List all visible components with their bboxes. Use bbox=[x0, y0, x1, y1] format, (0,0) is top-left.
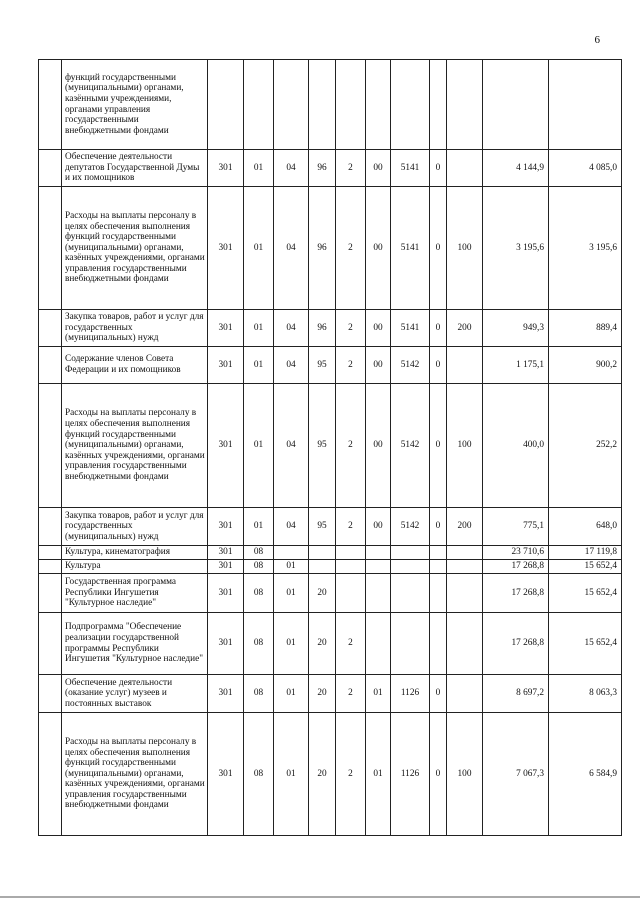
subprogram-code-cell bbox=[336, 560, 366, 574]
amount-plan-cell: 7 067,3 bbox=[483, 713, 549, 836]
subprogram-code-cell: 2 bbox=[336, 347, 366, 384]
program-code-cell: 95 bbox=[309, 384, 336, 508]
row-index-cell bbox=[39, 675, 62, 713]
expense-type-cell bbox=[447, 546, 483, 560]
subsection-code-cell bbox=[274, 546, 309, 560]
row-name-cell: Закупка товаров, работ и услуг для государственных (муниципальных) нужд bbox=[62, 508, 208, 546]
gr-code-cell: 301 bbox=[208, 613, 244, 675]
row-index-cell bbox=[39, 546, 62, 560]
amount-plan-cell: 3 195,6 bbox=[483, 187, 549, 310]
gr-code-cell: 301 bbox=[208, 187, 244, 310]
event-code-cell bbox=[366, 60, 391, 150]
section-code-cell: 01 bbox=[244, 508, 274, 546]
section-code-cell: 01 bbox=[244, 347, 274, 384]
direction-code-cell: 5141 bbox=[391, 310, 430, 347]
direction-suffix-cell: 0 bbox=[430, 187, 447, 310]
gr-code-cell: 301 bbox=[208, 310, 244, 347]
direction-code-cell: 5142 bbox=[391, 384, 430, 508]
subprogram-code-cell bbox=[336, 546, 366, 560]
amount-actual-cell: 3 195,6 bbox=[549, 187, 622, 310]
event-code-cell: 00 bbox=[366, 508, 391, 546]
row-name-cell: Обеспечение деятельности депутатов Государственной Думы и их помощников bbox=[62, 150, 208, 187]
subsection-code-cell: 01 bbox=[274, 675, 309, 713]
program-code-cell: 96 bbox=[309, 310, 336, 347]
row-name-cell: Содержание членов Совета Федерации и их помощников bbox=[62, 347, 208, 384]
direction-code-cell: 1126 bbox=[391, 675, 430, 713]
row-index-cell bbox=[39, 347, 62, 384]
event-code-cell bbox=[366, 560, 391, 574]
row-index-cell bbox=[39, 150, 62, 187]
row-index-cell bbox=[39, 384, 62, 508]
page-number: 6 bbox=[594, 34, 600, 46]
scan-edge-line bbox=[0, 896, 640, 898]
program-code-cell: 95 bbox=[309, 347, 336, 384]
program-code-cell: 20 bbox=[309, 574, 336, 613]
section-code-cell: 01 bbox=[244, 310, 274, 347]
direction-code-cell bbox=[391, 60, 430, 150]
table-row bbox=[39, 560, 622, 574]
subprogram-code-cell: 2 bbox=[336, 384, 366, 508]
amount-plan-cell: 17 268,8 bbox=[483, 574, 549, 613]
table-row bbox=[39, 613, 622, 675]
table-row bbox=[39, 713, 622, 836]
direction-code-cell bbox=[391, 560, 430, 574]
program-code-cell bbox=[309, 60, 336, 150]
expense-type-cell bbox=[447, 150, 483, 187]
program-code-cell: 20 bbox=[309, 675, 336, 713]
section-code-cell: 08 bbox=[244, 613, 274, 675]
program-code-cell: 20 bbox=[309, 713, 336, 836]
amount-actual-cell: 4 085,0 bbox=[549, 150, 622, 187]
event-code-cell: 01 bbox=[366, 713, 391, 836]
section-code-cell: 08 bbox=[244, 546, 274, 560]
subprogram-code-cell: 2 bbox=[336, 508, 366, 546]
table-row bbox=[39, 310, 622, 347]
direction-code-cell bbox=[391, 574, 430, 613]
row-index-cell bbox=[39, 560, 62, 574]
subsection-code-cell: 01 bbox=[274, 613, 309, 675]
expense-type-cell bbox=[447, 60, 483, 150]
subsection-code-cell: 01 bbox=[274, 560, 309, 574]
row-index-cell bbox=[39, 310, 62, 347]
amount-actual-cell: 15 652,4 bbox=[549, 574, 622, 613]
expense-type-cell: 100 bbox=[447, 187, 483, 310]
subsection-code-cell: 01 bbox=[274, 713, 309, 836]
table-row bbox=[39, 60, 622, 150]
gr-code-cell: 301 bbox=[208, 150, 244, 187]
subprogram-code-cell: 2 bbox=[336, 675, 366, 713]
row-index-cell bbox=[39, 508, 62, 546]
event-code-cell bbox=[366, 546, 391, 560]
table-row bbox=[39, 187, 622, 310]
amount-plan-cell bbox=[483, 60, 549, 150]
direction-suffix-cell bbox=[430, 560, 447, 574]
section-code-cell: 01 bbox=[244, 150, 274, 187]
section-code-cell bbox=[244, 60, 274, 150]
expense-type-cell bbox=[447, 613, 483, 675]
subprogram-code-cell: 2 bbox=[336, 613, 366, 675]
direction-code-cell: 5142 bbox=[391, 508, 430, 546]
direction-suffix-cell: 0 bbox=[430, 675, 447, 713]
direction-code-cell: 5142 bbox=[391, 347, 430, 384]
subprogram-code-cell: 2 bbox=[336, 187, 366, 310]
gr-code-cell: 301 bbox=[208, 675, 244, 713]
direction-suffix-cell: 0 bbox=[430, 713, 447, 836]
subprogram-code-cell bbox=[336, 574, 366, 613]
program-code-cell bbox=[309, 560, 336, 574]
gr-code-cell: 301 bbox=[208, 560, 244, 574]
table-row bbox=[39, 508, 622, 546]
amount-plan-cell: 4 144,9 bbox=[483, 150, 549, 187]
table-row bbox=[39, 384, 622, 508]
section-code-cell: 08 bbox=[244, 574, 274, 613]
direction-suffix-cell bbox=[430, 546, 447, 560]
subprogram-code-cell: 2 bbox=[336, 713, 366, 836]
row-name-cell: Расходы на выплаты персоналу в целях обеспечения выполнения функций государственными (муниципальными) органами, казённых учреждениями, органами управления государственными внебюджетными фондами bbox=[62, 713, 208, 836]
amount-actual-cell: 900,2 bbox=[549, 347, 622, 384]
subsection-code-cell bbox=[274, 60, 309, 150]
subsection-code-cell: 04 bbox=[274, 187, 309, 310]
expense-type-cell: 200 bbox=[447, 310, 483, 347]
event-code-cell: 00 bbox=[366, 347, 391, 384]
subsection-code-cell: 04 bbox=[274, 347, 309, 384]
event-code-cell: 00 bbox=[366, 187, 391, 310]
amount-plan-cell: 17 268,8 bbox=[483, 613, 549, 675]
event-code-cell: 00 bbox=[366, 150, 391, 187]
subsection-code-cell: 04 bbox=[274, 384, 309, 508]
amount-plan-cell: 400,0 bbox=[483, 384, 549, 508]
expense-type-cell: 100 bbox=[447, 713, 483, 836]
row-name-cell: Обеспечение деятельности (оказание услуг) музеев и постоянных выставок bbox=[62, 675, 208, 713]
subprogram-code-cell bbox=[336, 60, 366, 150]
section-code-cell: 01 bbox=[244, 384, 274, 508]
row-index-cell bbox=[39, 60, 62, 150]
subsection-code-cell: 04 bbox=[274, 150, 309, 187]
expense-type-cell: 100 bbox=[447, 384, 483, 508]
row-name-cell: Расходы на выплаты персоналу в целях обеспечения выполнения функций государственными (муниципальными) органами, казённых учреждениями, органами управления государственными внебюджетными фондами bbox=[62, 384, 208, 508]
row-index-cell bbox=[39, 187, 62, 310]
amount-actual-cell: 889,4 bbox=[549, 310, 622, 347]
amount-actual-cell: 648,0 bbox=[549, 508, 622, 546]
program-code-cell bbox=[309, 546, 336, 560]
gr-code-cell: 301 bbox=[208, 713, 244, 836]
section-code-cell: 08 bbox=[244, 713, 274, 836]
row-index-cell bbox=[39, 574, 62, 613]
expense-type-cell bbox=[447, 347, 483, 384]
amount-plan-cell: 8 697,2 bbox=[483, 675, 549, 713]
row-name-cell: Закупка товаров, работ и услуг для государственных (муниципальных) нужд bbox=[62, 310, 208, 347]
table-row bbox=[39, 546, 622, 560]
direction-suffix-cell bbox=[430, 574, 447, 613]
subprogram-code-cell: 2 bbox=[336, 150, 366, 187]
subprogram-code-cell: 2 bbox=[336, 310, 366, 347]
table-row bbox=[39, 150, 622, 187]
program-code-cell: 95 bbox=[309, 508, 336, 546]
event-code-cell bbox=[366, 574, 391, 613]
row-index-cell bbox=[39, 613, 62, 675]
gr-code-cell bbox=[208, 60, 244, 150]
direction-code-cell bbox=[391, 613, 430, 675]
subsection-code-cell: 04 bbox=[274, 508, 309, 546]
table-row bbox=[39, 574, 622, 613]
amount-plan-cell: 949,3 bbox=[483, 310, 549, 347]
amount-actual-cell: 17 119,8 bbox=[549, 546, 622, 560]
program-code-cell: 96 bbox=[309, 150, 336, 187]
direction-suffix-cell: 0 bbox=[430, 150, 447, 187]
row-name-cell: Культура, кинематография bbox=[62, 546, 208, 560]
gr-code-cell: 301 bbox=[208, 546, 244, 560]
amount-actual-cell: 15 652,4 bbox=[549, 560, 622, 574]
row-name-cell: Государственная программа Республики Ингушетия "Культурное наследие" bbox=[62, 574, 208, 613]
expense-type-cell bbox=[447, 560, 483, 574]
section-code-cell: 08 bbox=[244, 560, 274, 574]
amount-plan-cell: 23 710,6 bbox=[483, 546, 549, 560]
row-name-cell: Подпрограмма "Обеспечение реализации государственной программы Республики Ингушетия "Культурное наследие" bbox=[62, 613, 208, 675]
amount-actual-cell: 15 652,4 bbox=[549, 613, 622, 675]
amount-actual-cell: 8 063,3 bbox=[549, 675, 622, 713]
budget-table bbox=[38, 59, 622, 836]
amount-actual-cell: 6 584,9 bbox=[549, 713, 622, 836]
direction-suffix-cell: 0 bbox=[430, 508, 447, 546]
direction-code-cell bbox=[391, 546, 430, 560]
direction-suffix-cell: 0 bbox=[430, 384, 447, 508]
amount-actual-cell bbox=[549, 60, 622, 150]
expense-type-cell bbox=[447, 574, 483, 613]
amount-plan-cell: 17 268,8 bbox=[483, 560, 549, 574]
direction-code-cell: 5141 bbox=[391, 150, 430, 187]
event-code-cell: 01 bbox=[366, 675, 391, 713]
row-name-cell: Культура bbox=[62, 560, 208, 574]
program-code-cell: 96 bbox=[309, 187, 336, 310]
amount-actual-cell: 252,2 bbox=[549, 384, 622, 508]
expense-type-cell: 200 bbox=[447, 508, 483, 546]
subsection-code-cell: 04 bbox=[274, 310, 309, 347]
row-name-cell: Расходы на выплаты персоналу в целях обеспечения выполнения функций государственными (муниципальными) органами, казённых учреждениями, органами управления государственными внебюджетными фондами bbox=[62, 187, 208, 310]
direction-suffix-cell: 0 bbox=[430, 310, 447, 347]
row-name-cell: функций государственными (муниципальными) органами, казёнными учреждениями, органами управления государственными внебюджетными фондами bbox=[62, 60, 208, 150]
event-code-cell: 00 bbox=[366, 310, 391, 347]
table-row bbox=[39, 347, 622, 384]
subsection-code-cell: 01 bbox=[274, 574, 309, 613]
gr-code-cell: 301 bbox=[208, 574, 244, 613]
table-body bbox=[39, 60, 622, 836]
event-code-cell bbox=[366, 613, 391, 675]
program-code-cell: 20 bbox=[309, 613, 336, 675]
direction-suffix-cell bbox=[430, 613, 447, 675]
amount-plan-cell: 1 175,1 bbox=[483, 347, 549, 384]
direction-code-cell: 1126 bbox=[391, 713, 430, 836]
section-code-cell: 08 bbox=[244, 675, 274, 713]
direction-suffix-cell: 0 bbox=[430, 347, 447, 384]
gr-code-cell: 301 bbox=[208, 347, 244, 384]
expense-type-cell bbox=[447, 675, 483, 713]
table-row bbox=[39, 675, 622, 713]
row-index-cell bbox=[39, 713, 62, 836]
direction-suffix-cell bbox=[430, 60, 447, 150]
gr-code-cell: 301 bbox=[208, 508, 244, 546]
section-code-cell: 01 bbox=[244, 187, 274, 310]
gr-code-cell: 301 bbox=[208, 384, 244, 508]
amount-plan-cell: 775,1 bbox=[483, 508, 549, 546]
direction-code-cell: 5141 bbox=[391, 187, 430, 310]
event-code-cell: 00 bbox=[366, 384, 391, 508]
